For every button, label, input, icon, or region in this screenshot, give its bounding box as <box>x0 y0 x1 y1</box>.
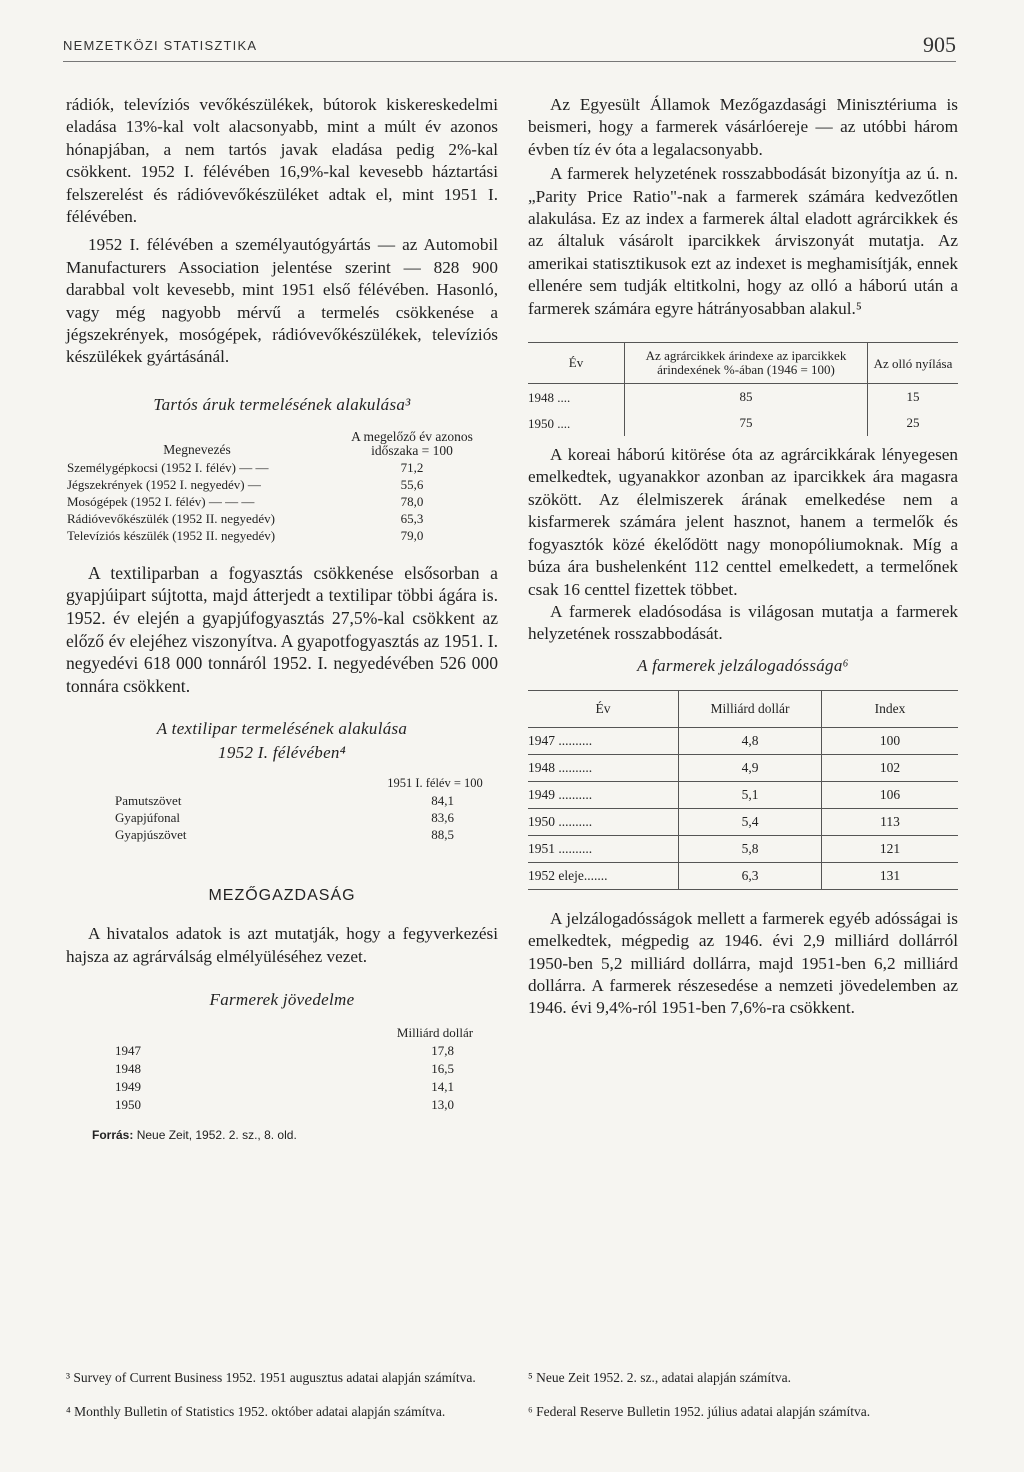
row-index: 102 <box>879 759 901 775</box>
row-label: 1947 <box>115 1043 141 1059</box>
source-label: Forrás: <box>92 1128 134 1143</box>
table-durable-goods-title: Tartós áruk termelésének alakulása³ <box>153 394 411 414</box>
right-paragraph-4: A farmerek eladósodása is világosan mutatja a farmerek helyzetének rosszabbodását. <box>528 601 958 644</box>
table-row <box>114 809 494 826</box>
row-label: Gyapjúfonal <box>115 810 180 826</box>
row-year: 1951 .......... <box>528 835 679 862</box>
row-amount: 6,3 <box>679 862 822 889</box>
table-row <box>528 754 958 781</box>
row-value: 65,3 <box>400 510 424 526</box>
table-textile-title-line-1: A textilipar termelésének alakulása <box>156 719 408 739</box>
table-row <box>528 781 958 808</box>
table-durable-goods-col-value-line-2: időszaka = 100 <box>371 442 453 458</box>
row-year: 1949 .......... <box>528 781 679 808</box>
journal-section-title: NEMZETKÖZI STATISZTIKA <box>63 38 258 53</box>
footnote-6: ⁶ Federal Reserve Bulletin 1952. július adatai alapján számítva. <box>528 1404 871 1419</box>
right-paragraph-3: A koreai háború kitörése óta az agrárcikkárak lényegesen emelkedtek, ugyanakkor azonban az iparcikkek ára magasra szökött. Az élelmiszerek árának emelkedése nem a kisfarmerek számára jelent hasznot, hanem a termelők és fogyasztók közé ékelődött nagy monopóliumoknak. Míg a búza ára bushelenként 112 centtel emelkedett, a termelőnek csak 16 centtel fizettek többet. <box>528 445 958 599</box>
table-row <box>114 1078 494 1096</box>
table-row <box>114 1096 494 1114</box>
table-row <box>114 1060 494 1078</box>
row-value: 17,8 <box>431 1043 454 1059</box>
source-note <box>66 1128 498 1142</box>
table-textile-col-head: 1951 I. félév = 100 <box>387 776 483 791</box>
row-label: Rádióvevőkészülék (1952 II. negyedév) <box>67 510 275 526</box>
table-row <box>114 1042 494 1060</box>
table-price-scissors-col-gap: Az olló nyílása <box>873 355 953 371</box>
row-index: 121 <box>879 840 901 856</box>
table-row <box>66 476 496 493</box>
left-column <box>66 94 498 1142</box>
row-index: 100 <box>879 732 901 748</box>
table-row <box>66 459 496 476</box>
table-durable-goods <box>66 429 496 544</box>
row-amount: 4,9 <box>679 754 822 781</box>
row-label: Személygépkocsi (1952 I. félév) — — <box>67 459 269 475</box>
right-paragraph-2: A farmerek helyzetének rosszabbodását bizonyítja az ú. n. „Parity Price Ratio"-nak a farmerek számára kedvezőtlen alakulása. Ez az index a farmerek által eladott agrárcikkek és az általuk vásárolt iparcikkek árviszonyát mutatja. Az amerikai statisztikusok ezt az indexet is meghamisítják, ennek ellenére sem tudják eltitkolni, hogy az olló a háború után a farmerek számára egyre hátrányosabban alakul.⁵ <box>528 164 958 318</box>
row-value: 78,0 <box>400 493 424 509</box>
table-textile <box>114 775 494 843</box>
table-textile-title-line-2: 1952 I. félévében⁴ <box>218 743 346 763</box>
row-index: 85 <box>625 384 868 411</box>
row-value: 88,5 <box>431 827 454 843</box>
row-value: 79,0 <box>400 527 424 543</box>
row-index: 113 <box>880 813 900 829</box>
table-row <box>528 727 958 754</box>
table-row <box>114 826 494 843</box>
right-paragraph-5: A jelzálogadósságok mellett a farmerek egyéb adósságai is emelkedtek, mégpedig az 1946. évi 2,9 milliárd dollárról 1950-ben 5,2 milliárd dollárra, majd 1951-ben 6,2 milliárd dollárra. A farmerek részesedése a nemzeti jövedelemben az 1946. évi 9,4%-ról 1951-ben 7,6%-ra csökkent. <box>528 908 958 1018</box>
header-rule <box>63 61 956 62</box>
left-paragraph-2: 1952 I. félévében a személyautógyártás — az Automobil Manufacturers Association jelentése szerint — 828 900 darabbal volt kevesebb, mint 1951 első félévében. Hasonló, vagy még nagyobb mérvű a termelés csökkenése a jégszekrények, mosógépek, rádióvevőkészülékek, televíziós készülékek gyártásánál. <box>66 235 498 367</box>
row-amount: 5,8 <box>679 835 822 862</box>
row-amount: 4,8 <box>679 727 822 754</box>
table-mortgage-title: A farmerek jelzálogadóssága⁶ <box>637 655 849 675</box>
row-label: Mosógépek (1952 I. félév) — — — <box>67 493 255 509</box>
table-mortgage-col-index: Index <box>874 700 906 716</box>
row-label: Televíziós készülék (1952 II. negyedév) <box>67 527 276 543</box>
table-durable-goods-col-value <box>328 429 496 459</box>
row-index: 106 <box>879 786 901 802</box>
table-row <box>66 527 496 544</box>
row-index: 131 <box>879 867 901 883</box>
source-text: Neue Zeit, 1952. 2. sz., 8. old. <box>136 1128 297 1143</box>
footnote-5: ⁵ Neue Zeit 1952. 2. sz., adatai alapján számítva. <box>528 1370 791 1385</box>
row-label: 1949 <box>115 1079 141 1095</box>
row-year: 1948 .... <box>528 384 625 411</box>
table-row <box>528 835 958 862</box>
row-value: 84,1 <box>431 793 454 809</box>
table-mortgage <box>528 690 958 890</box>
table-farm-income-title: Farmerek jövedelme <box>209 990 355 1010</box>
row-amount: 5,1 <box>679 781 822 808</box>
table-row <box>528 862 958 889</box>
row-year: 1950 .......... <box>528 808 679 835</box>
row-label: Gyapjúszövet <box>115 827 187 843</box>
table-farm-income <box>114 1024 494 1114</box>
table-mortgage-col-amount: Milliárd dollár <box>679 690 822 727</box>
footnote-4: ⁴ Monthly Bulletin of Statistics 1952. október adatai alapján számítva. <box>66 1404 446 1419</box>
table-price-scissors <box>528 342 958 436</box>
footnote-3: ³ Survey of Current Business 1952. 1951 augusztus adatai alapján számítva. <box>66 1370 476 1385</box>
row-value: 16,5 <box>431 1061 454 1077</box>
row-year: 1947 .......... <box>528 727 679 754</box>
section-title-agriculture: MEZŐGAZDASÁG <box>208 887 356 905</box>
left-paragraph-1: rádiók, televíziós vevőkészülékek, bútorok kiskereskedelmi eladása 13%-kal volt alacsonyabb, mint a múlt év azonos hónapjában, a nem tartós javak eladása pedig 2%-kal csökkent. 1952 I. félévében 16,9%-kal kevesebb háztartási felszerelést és rádióvevőkészüléket adtak el, mint 1951 I. félévében. <box>66 95 498 227</box>
table-mortgage-col-year: Év <box>528 690 679 727</box>
row-year: 1952 eleje....... <box>528 862 679 889</box>
table-row <box>528 384 958 411</box>
row-label: Jégszekrények (1952 I. negyedév) — <box>67 476 261 492</box>
row-gap: 25 <box>906 415 920 431</box>
table-durable-goods-col-name: Megnevezés <box>163 441 231 457</box>
row-label: Pamutszövet <box>115 793 182 809</box>
row-value: 83,6 <box>431 810 454 826</box>
table-farm-income-col-head: Milliárd dollár <box>396 1025 474 1041</box>
row-value: 13,0 <box>431 1097 454 1113</box>
row-amount: 5,4 <box>679 808 822 835</box>
right-column <box>528 94 958 1020</box>
row-year: 1948 .......... <box>528 754 679 781</box>
row-value: 55,6 <box>400 476 424 492</box>
left-paragraph-4: A hivatalos adatok is azt mutatják, hogy a fegyverkezési hajsza az agrárválság elmélyüléséhez vezet. <box>66 924 498 966</box>
row-year: 1950 .... <box>528 410 625 436</box>
table-row <box>114 792 494 809</box>
table-row <box>528 410 958 436</box>
table-durable-goods-col-value-line-1: A megelőző év azonos <box>351 428 473 444</box>
page-number: 905 <box>923 32 956 57</box>
table-price-scissors-col-index: Az agrárcikkek árindexe az iparcikkek árindexének %-ában (1946 = 100) <box>625 343 868 384</box>
row-gap: 15 <box>906 389 920 405</box>
table-price-scissors-col-year: Év <box>528 343 625 384</box>
row-label: 1948 <box>115 1061 141 1077</box>
right-paragraph-1: Az Egyesült Államok Mezőgazdasági Minisztériuma is beismeri, hogy a farmerek vásárlóereje — az utóbbi három évben tíz év óta a legalacsonyabb. <box>528 95 958 159</box>
table-row <box>528 808 958 835</box>
row-value: 14,1 <box>431 1079 454 1095</box>
table-row <box>66 510 496 527</box>
running-head <box>63 32 956 62</box>
row-label: 1950 <box>115 1097 141 1113</box>
left-paragraph-3: A textiliparban a fogyasztás csökkenése elsősorban a gyapjúipart sújtotta, majd átterjedt a textilipar többi ágára is. 1952. év elején a gyapjúfogyasztás 27,5%-kal csökkent az előző év elejéhez viszonyítva. A gyapotfogyasztás az 1951. I. negyedévi 618 000 tonnáról 1952. I. negyedévében 526 000 tonnára csökkent. <box>66 562 498 696</box>
row-index: 75 <box>625 410 868 436</box>
table-row <box>66 493 496 510</box>
row-value: 71,2 <box>400 459 424 475</box>
